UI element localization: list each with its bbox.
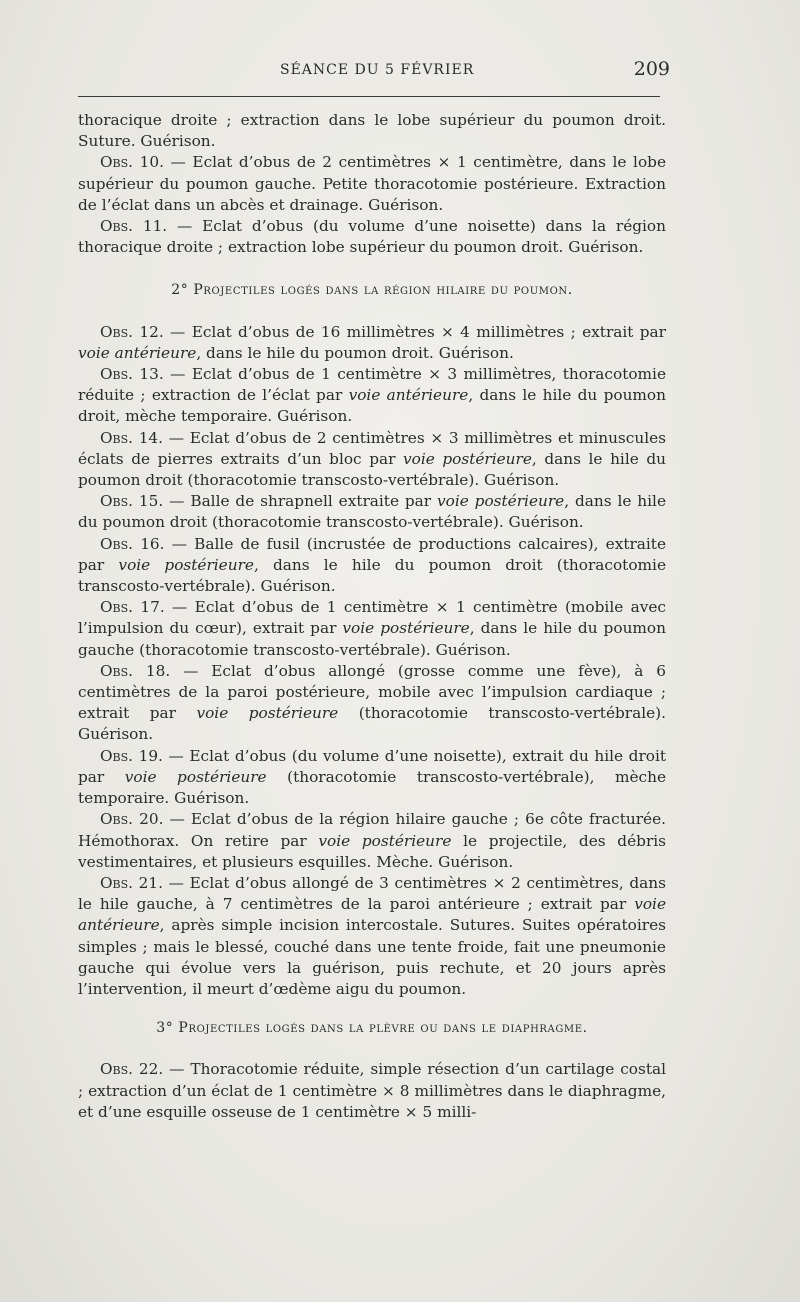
obs-text: — Eclat d’obus de 2 centimètres × 3 millimètres et minuscules éclats de pierres extraits d’un bloc par xyxy=(78,428,666,468)
obs-text: (thoracotomie transcosto-vertébrale), mèche temporaire. Guérison. xyxy=(78,767,667,808)
obs-label: Obs. 12. xyxy=(100,322,164,341)
observation-11 xyxy=(78,216,666,258)
observation-22 xyxy=(78,1059,666,1123)
obs-text: — Eclat d’obus de 1 centimètre × 3 millimètres, thoracotomie réduite ; extraction de l’éclat par xyxy=(78,365,666,405)
observation-20 xyxy=(78,809,666,873)
obs-label: Obs. 21. xyxy=(100,873,164,892)
observation-19 xyxy=(78,746,666,810)
obs-label: Obs. 17. xyxy=(100,598,165,617)
obs-text: , dans le hile du poumon droit (thoracotomie transcosto-vertébrale). Guérison. xyxy=(78,555,666,596)
obs-italic: voie postérieure xyxy=(118,555,254,574)
obs-italic: voie postérieure xyxy=(437,492,565,511)
obs-text: , après simple incision intercostale. Sutures. Suites opératoires simples ; mais le blessé, couché dans une tente froide, fait une pneumonie gauche qui évolue vers la guérison, puis rechute, et 20 jours après l’intervention, il meurt d’œdème aigu du poumon. xyxy=(78,916,666,998)
observation-12 xyxy=(78,322,666,364)
observation-15 xyxy=(78,491,666,533)
section-heading-2: 2° Projectiles logés dans la région hilaire du poumon. xyxy=(171,282,573,299)
obs-label: Obs. 19. xyxy=(100,746,163,765)
observation-17 xyxy=(78,597,666,661)
obs-text: — Balle de fusil (incrustée de productions calcaires), extraite par xyxy=(78,534,667,574)
obs-label: Obs. 16. xyxy=(100,534,165,553)
obs-italic: voie postérieure xyxy=(342,619,470,638)
obs-label: Obs. 15. xyxy=(100,492,164,511)
section-heading-3: 3° Projectiles logés dans la plèvre ou dans le diaphragme. xyxy=(156,1020,588,1037)
obs-text: , dans le hile du poumon gauche (thoracotomie transcosto-vertébrale). Guérison. xyxy=(78,619,666,659)
obs-italic: voie postérieure xyxy=(403,449,532,468)
obs-italic: voie antérieure xyxy=(78,343,197,362)
header-title: SÉANCE DU 5 FÉVRIER xyxy=(280,62,475,78)
obs-text: — Eclat d’obus allongé (grosse comme une fève), à 6 centimètres de la paroi postérieure, mobile avec l’impulsion cardiaque ; extrait par xyxy=(78,661,666,723)
obs-text: — Eclat d’obus (du volume d’une noisette) dans la région thoracique droite ; extraction lobe supérieur du poumon droit. Guérison. xyxy=(78,217,666,257)
obs-text: , dans le hile du poumon droit, mèche temporaire. Guérison. xyxy=(78,386,666,426)
obs-text: — Eclat d’obus de 2 centimètres × 1 centimètre, dans le lobe supérieur du poumon gauche. Petite thoracotomie postérieure. Extraction de l’éclat dans un abcès et drainage. Guérison. xyxy=(78,153,666,214)
obs-label: Obs. 11. xyxy=(100,217,168,236)
obs-text: — Eclat d’obus (du volume d’une noisette), extrait du hile droit par xyxy=(78,746,667,786)
obs-label: Obs. 20. xyxy=(100,810,164,829)
obs-text: — Eclat d’obus allongé de 3 centimètres × 2 centimètres, dans le hile gauche, à 7 centimètres de la paroi antérieure ; extrait par xyxy=(78,873,667,914)
obs-text: — Balle de shrapnell extraite par xyxy=(163,492,437,511)
obs-text: , dans le hile du poumon droit. Guérison. xyxy=(196,343,514,362)
obs-label: Obs. 10. xyxy=(100,153,164,172)
page-body xyxy=(78,110,666,1123)
obs-text: , dans le hile du poumon droit (thoracotomie transcosto-vertébrale). Guérison. xyxy=(78,449,666,490)
obs-label: Obs. 18. xyxy=(100,661,171,680)
obs-italic: voie postérieure xyxy=(124,767,267,786)
paragraph-continued: thoracique droite ; extraction dans le lobe supérieur du poumon droit. Suture. Guérison. xyxy=(78,111,666,151)
running-header xyxy=(78,60,670,84)
obs-label: Obs. 13. xyxy=(100,365,164,384)
obs-italic: voie postérieure xyxy=(196,704,339,723)
obs-text: — Thoracotomie réduite, simple résection d’un cartilage costal ; extraction d’un éclat de 1 centimètre × 8 millimètres dans le diaphragme, et d’une esquille osseuse de 1 centimètre × 5 milli- xyxy=(78,1060,666,1121)
obs-italic: voie postérieure xyxy=(318,831,452,850)
page-number: 209 xyxy=(633,58,670,80)
obs-text: le projectile, des débris vestimentaires, et plusieurs esquilles. Mèche. Guérison. xyxy=(78,831,666,871)
obs-label: Obs. 22. xyxy=(100,1060,164,1079)
obs-italic: voie antérieure xyxy=(78,895,666,935)
observation-14 xyxy=(78,428,666,492)
obs-text: — Eclat d’obus de la région hilaire gauche ; 6e côte fracturée. Hémothorax. On retire par xyxy=(78,810,666,850)
observation-21 xyxy=(78,873,666,1000)
obs-italic: voie antérieure xyxy=(348,386,469,405)
header-rule xyxy=(78,96,660,97)
obs-text: , dans le hile du poumon droit (thoracotomie transcosto-vertébrale). Guérison. xyxy=(78,492,666,532)
obs-text: — Eclat d’obus de 1 centimètre × 1 centimètre (mobile avec l’impulsion du cœur), extrait par xyxy=(78,598,666,638)
observation-16 xyxy=(78,534,666,598)
observation-18 xyxy=(78,661,666,746)
observation-10 xyxy=(78,152,666,216)
obs-label: Obs. 14. xyxy=(100,428,164,447)
observation-13 xyxy=(78,364,666,428)
obs-text: — Eclat d’obus de 16 millimètres × 4 millimètres ; extrait par xyxy=(163,322,666,341)
obs-text: (thoracotomie transcosto-vertébrale). Guérison. xyxy=(78,704,667,744)
